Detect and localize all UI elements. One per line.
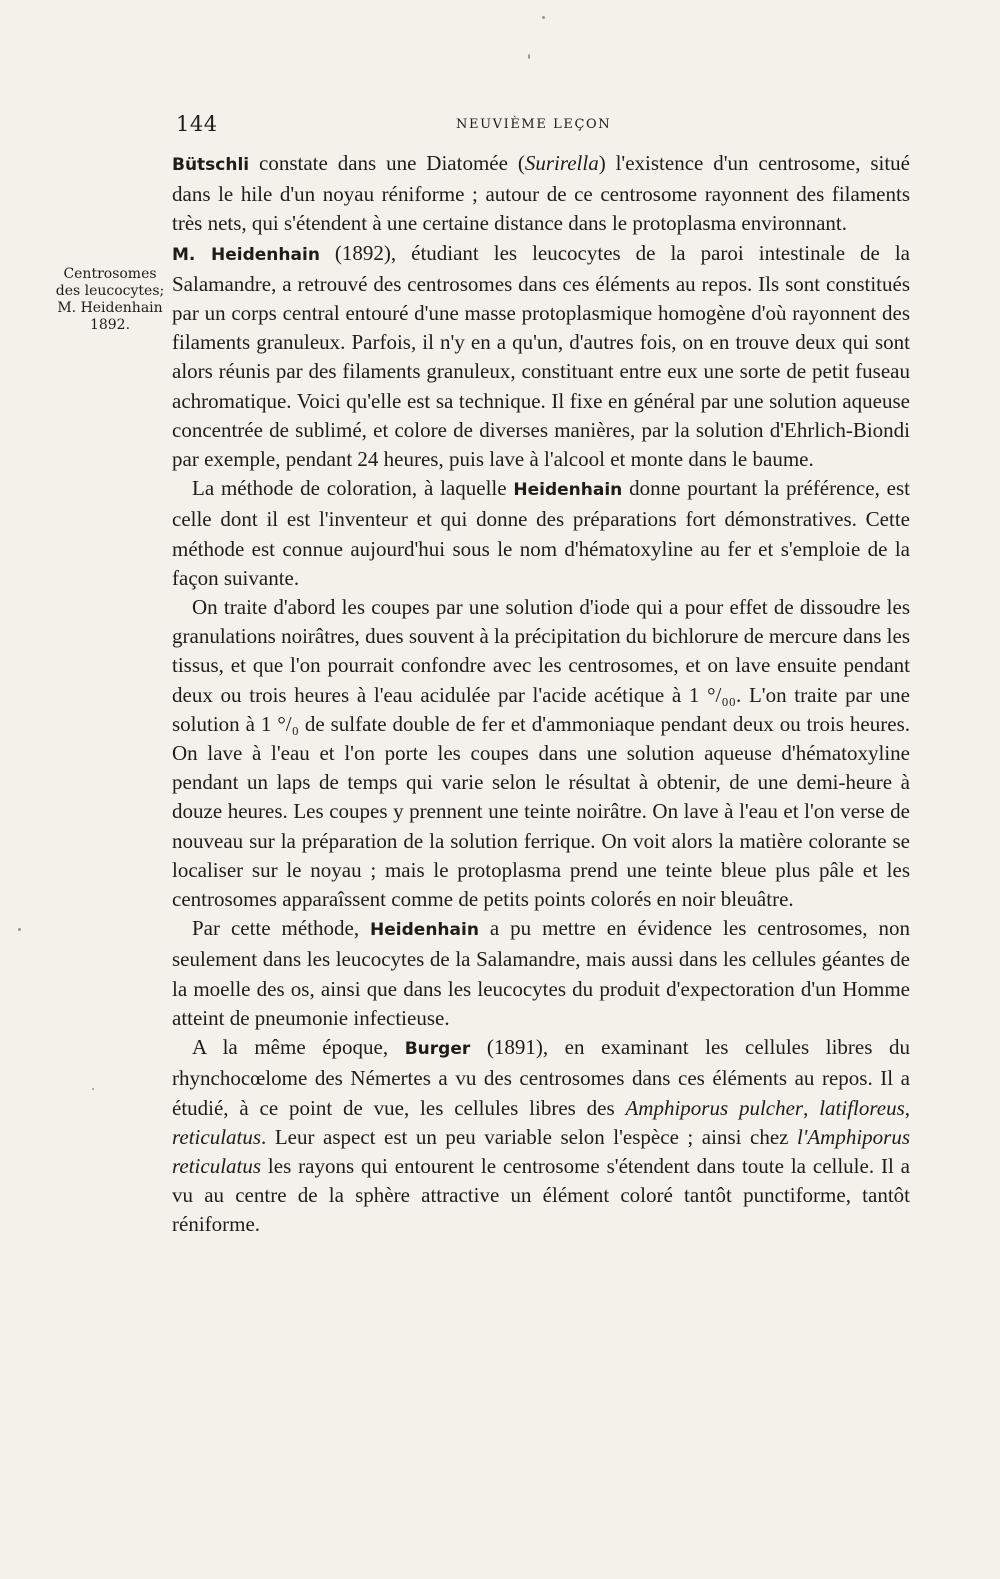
paper-speck bbox=[92, 1088, 94, 1090]
text-span: , bbox=[803, 1095, 820, 1120]
page-number: 144 bbox=[176, 112, 218, 136]
text-span: ) l'existence d'un centrosome, situé dans le hile d'un noyau réniforme ; autour de ce centrosome rayonnent des filaments très nets, qui s'étendent à une certaine distance dans le protoplasma environnant. bbox=[172, 151, 910, 236]
text-span: (1891), en examinant les cellules libres du rhynchocœlome des Némertes a vu des centrosomes dans ces éléments au repos. Il a étudié, à ce point de vue, les cellules libres des bbox=[172, 1035, 910, 1120]
text-span: a pu mettre en évidence les centrosomes, non seulement dans les leucocytes de la Salamandre, mais aussi dans les cellules géantes de la moelle des os, ainsi que dans les leucocytes du produit d'expectoration d'un Homme atteint de pneumonie infectieuse. bbox=[172, 916, 910, 1030]
species-name: latifloreus bbox=[819, 1095, 905, 1120]
paragraph-burger bbox=[172, 1033, 910, 1239]
paragraph-procedure bbox=[172, 593, 910, 914]
text-span: les rayons qui entourent le centrosome s'étendent dans toute la cellule. Il a vu au centre de la sphère attractive un élément coloré tantôt punctiforme, tantôt réniforme. bbox=[172, 1153, 910, 1237]
author-name: M. Heidenhain bbox=[172, 244, 320, 265]
margin-note-line: 1892. bbox=[89, 317, 131, 333]
running-title: NEUVIÈME LEÇON bbox=[456, 117, 612, 132]
margin-note bbox=[54, 266, 166, 334]
paragraph-coloration-method bbox=[172, 474, 910, 593]
paragraph-results bbox=[172, 914, 910, 1033]
author-name: Bütschli bbox=[172, 155, 250, 175]
text-span: constate dans une Diatomée ( bbox=[249, 151, 525, 175]
species-name: reticulatus bbox=[172, 1124, 262, 1149]
margin-note-line: M. Heidenhain bbox=[57, 300, 163, 316]
text-span: , bbox=[904, 1095, 910, 1120]
species-name: l'Amphiporus reticulatus bbox=[172, 1124, 910, 1178]
margin-note-line: des leucocytes; bbox=[55, 283, 165, 299]
body-text bbox=[172, 149, 910, 1240]
text-span: donne pourtant la préférence, est celle dont il est l'inventeur et qui donne des préparations fort démonstratives. Cette méthode est connue aujourd'hui sous le nom d'hématoxyline au fer et s'emploie de la façon suivante. bbox=[172, 476, 910, 590]
margin-note-line: Centrosomes bbox=[63, 266, 157, 282]
author-name: Heidenhain bbox=[513, 480, 623, 501]
paper-speck bbox=[18, 928, 21, 931]
text-span: . Leur aspect est un peu variable selon l'espèce ; ainsi chez bbox=[261, 1124, 797, 1149]
paragraph-heidenhain bbox=[172, 239, 910, 475]
text-span: On traite d'abord les coupes par une solution d'iode qui a pour effet de dissoudre les granulations noirâtres, dues souvent à la précipitation du bichlorure de mercure dans les tissus, et que l'on pourrait confondre avec les centrosomes, et on lave ensuite pendant deux ou trois heures à l'eau acidulée par l'acide acétique à 1 °/₀₀. L'on traite par une solution à 1 °/₀ de sulfate double de fer et d'ammoniaque pendant deux ou trois heures. On lave à l'eau et l'on porte les coupes dans une solution aqueuse d'hématoxyline pendant un laps de temps qui varie selon le résultat à obtenir, de une demi-heure à douze heures. Les coupes y prennent une teinte noirâtre. On lave à l'eau et l'on verse de nouveau sur la préparation de la solution ferrique. On voit alors la matière colorante se localiser sur le noyau ; mais le protoplasma prend une teinte bleue plus pâle et les centrosomes apparaîssent comme de petits points colorés en noir bleuâtre. bbox=[172, 595, 910, 912]
paper-speck bbox=[528, 54, 530, 59]
species-name: Amphiporus pulcher bbox=[625, 1095, 804, 1120]
page-header bbox=[176, 112, 910, 140]
paper-speck bbox=[542, 16, 545, 19]
text-span: A la même époque, bbox=[192, 1035, 405, 1060]
author-name: Heidenhain bbox=[370, 920, 479, 941]
text-span: La méthode de coloration, à laquelle bbox=[192, 476, 514, 501]
text-span: (1892), étudiant les leucocytes de la paroi intestinale de la Salamandre, a retrouvé des centrosomes dans ces éléments au repos. Ils sont constitués par un corps central entouré d'une masse protoplasmique homogène d'où rayonnent des filaments granuleux. Parfois, il n'y en a qu'un, d'autres fois, on en trouve deux qui sont alors réunis par des filaments granuleux, constituant entre eux une sorte de petit fuseau achromatique. Voici qu'elle est sa technique. Il fixe en général par une solution aqueuse concentrée de sublimé, et colore de diverses manières, par la solution d'Ehrlich-Biondi par exemple, pendant 24 heures, puis lave à l'alcool et monte dans le baume. bbox=[172, 240, 910, 472]
author-name: Burger bbox=[404, 1039, 471, 1060]
paragraph-butschli bbox=[172, 149, 910, 239]
text-span: Par cette méthode, bbox=[192, 916, 371, 941]
species-name: Surirella bbox=[524, 151, 599, 175]
